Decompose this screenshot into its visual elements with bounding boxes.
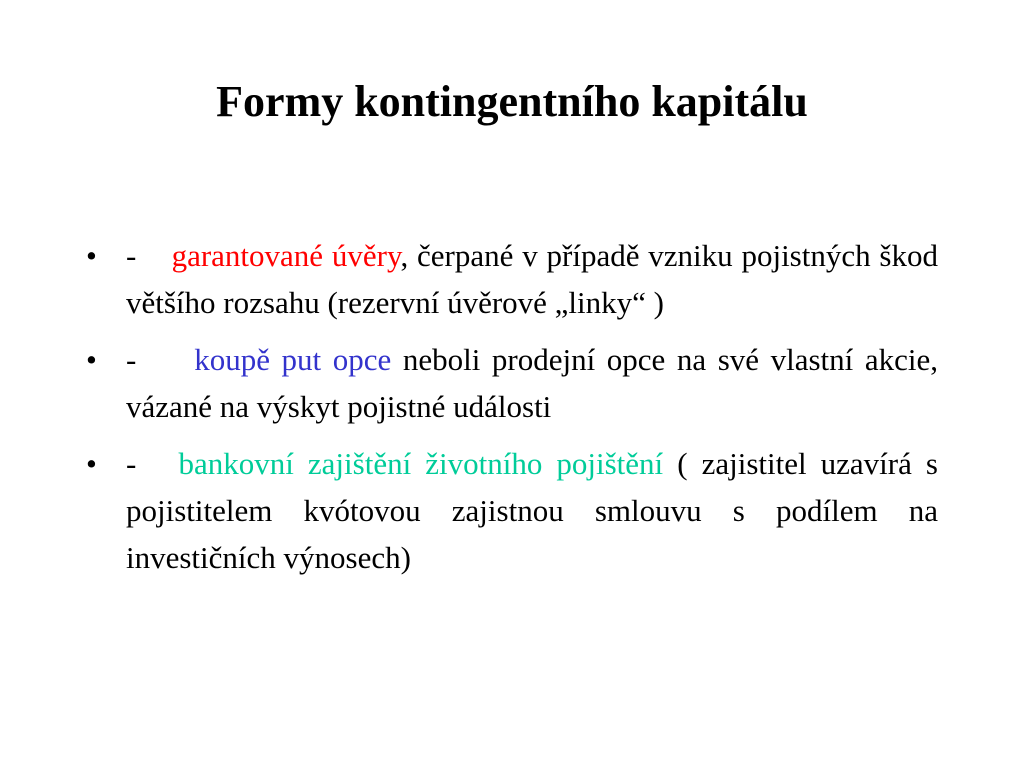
bullet-dash: - — [126, 238, 172, 273]
bullet-marker: • — [86, 342, 97, 377]
bullet-marker: • — [86, 446, 97, 481]
bullet-list — [86, 232, 938, 591]
bullet-text: , čerpané v případě vzniku pojistných škod většího rozsahu (rezervní úvěrové „linky“ ) — [126, 238, 938, 320]
bullet-marker: • — [86, 238, 97, 273]
bullet-text: neboli prodejní opce na své vlastní akcie, vázané na výskyt pojistné události — [126, 342, 939, 424]
slide-title: Formy kontingentního kapitálu — [216, 77, 808, 126]
bullet-item-koupe-put-opce — [86, 336, 938, 430]
bullet-highlight: garantované úvěry — [171, 238, 401, 273]
bullet-dash: - — [126, 342, 195, 377]
bullet-item-bankovni-zajisteni — [86, 440, 938, 581]
bullet-text: ( zajistitel uzavírá s pojistitelem kvótovou zajistnou smlouvu s podílem na investičních výnosech) — [126, 446, 938, 575]
bullet-highlight: bankovní zajištění životního pojištění — [178, 446, 664, 481]
bullet-highlight: koupě put opce — [194, 342, 392, 377]
bullet-dash: - — [126, 446, 179, 481]
bullet-item-garantovane-uvery — [86, 232, 938, 326]
